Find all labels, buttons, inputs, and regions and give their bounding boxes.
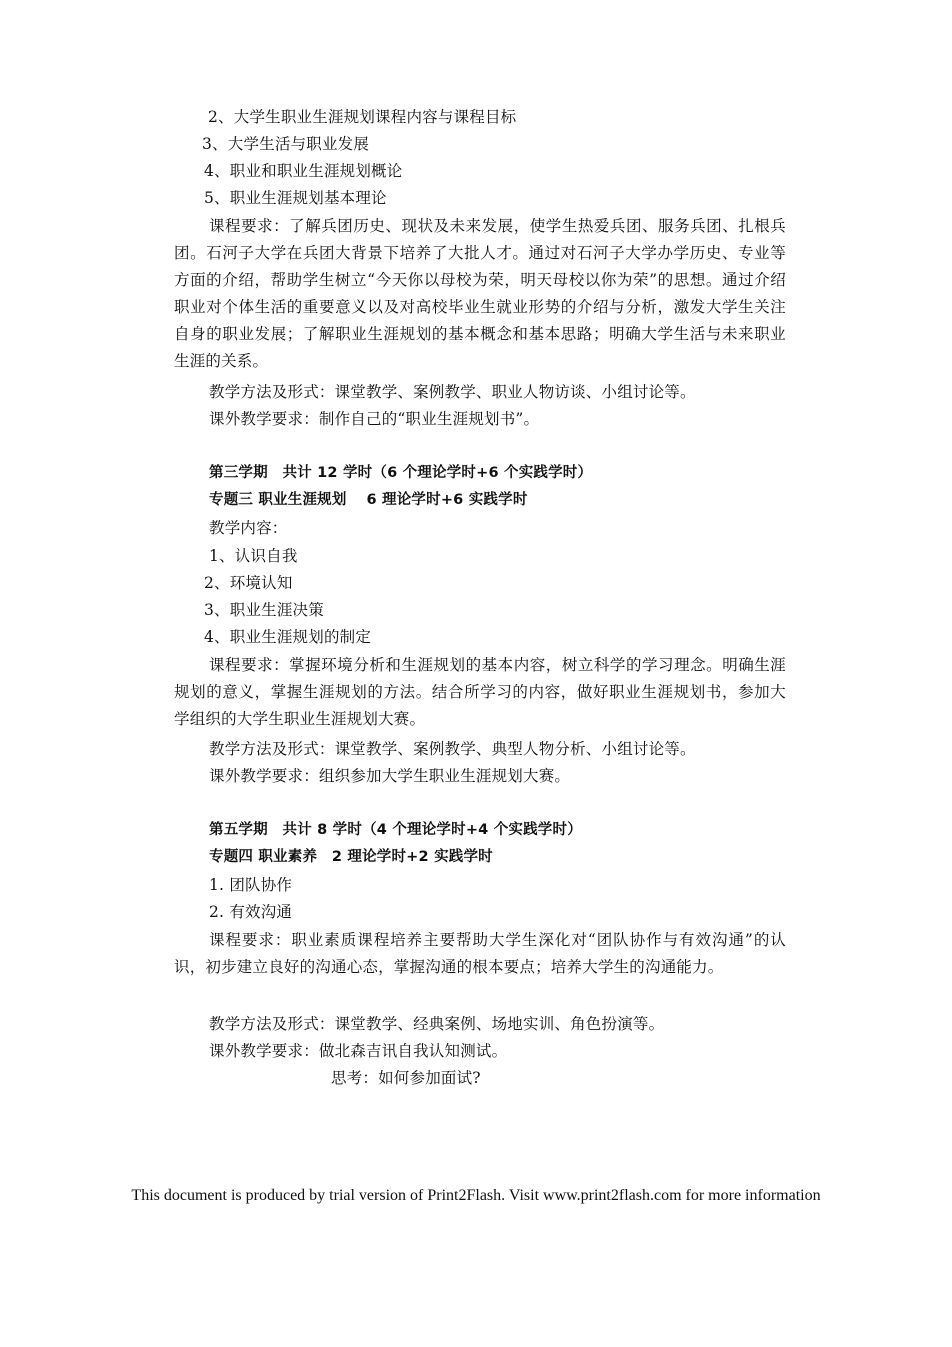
- course-requirements-paragraph: 课程要求：掌握环境分析和生涯规划的基本内容，树立科学的学习理念。明确生涯规划的意义，掌握生涯规划的方法。结合所学习的内容，做好职业生涯规划书，参加大学组织的大学生职业生涯规划大赛。: [174, 656, 786, 728]
- trial-version-footer: This document is produced by trial version of Print2Flash. Visit www.print2flash.com for more information: [131, 1187, 821, 1204]
- semester-heading: 第三学期 共计 12 学时（6 个理论学时+6 个实践学时）: [209, 465, 593, 481]
- teaching-methods: 教学方法及形式：课堂教学、案例教学、典型人物分析、小组讨论等。: [209, 740, 696, 758]
- teaching-methods: 教学方法及形式：课堂教学、案例教学、职业人物访谈、小组讨论等。: [209, 383, 696, 401]
- extracurricular-requirements: 课外教学要求：组织参加大学生职业生涯规划大赛。: [209, 767, 571, 785]
- list-item: 3、职业生涯决策: [204, 601, 324, 619]
- extracurricular-requirements: 课外教学要求：做北森吉讯自我认知测试。: [209, 1042, 508, 1060]
- list-item: 4、职业生涯规划的制定: [204, 628, 372, 646]
- topic-heading: 专题三 职业生涯规划 6 理论学时+6 实践学时: [209, 492, 528, 508]
- list-item: 4、职业和职业生涯规划概论: [204, 162, 403, 180]
- list-item: 2. 有效沟通: [209, 903, 293, 921]
- list-item: 1、认识自我: [209, 547, 298, 565]
- question-line: 思考：如何参加面试?: [331, 1069, 481, 1087]
- extracurricular-requirements: 课外教学要求：制作自己的“职业生涯规划书”。: [209, 410, 540, 428]
- list-item: 1. 团队协作: [209, 876, 293, 894]
- course-requirements-paragraph: 课程要求：了解兵团历史、现状及未来发展，使学生热爱兵团、服务兵团、扎根兵团。石河子大学在兵团大背景下培养了大批人才。通过对石河子大学办学历史、专业等方面的介绍，帮助学生树立“今天你以母校为荣，明天母校以你为荣”的思想。通过介绍职业对个体生活的重要意义以及对高校毕业生就业形势的介绍与分析，激发大学生关注自身的职业发展；了解职业生涯规划的基本概念和基本思路；明确大学生活与未来职业生涯的关系。: [174, 217, 786, 370]
- content-label: 教学内容：: [209, 519, 288, 537]
- topic-heading: 专题四 职业素养 2 理论学时+2 实践学时: [209, 849, 493, 865]
- list-item: 5、职业生涯规划基本理论: [204, 189, 387, 207]
- list-item: 3、大学生活与职业发展: [202, 135, 370, 153]
- semester-heading: 第五学期 共计 8 学时（4 个理论学时+4 个实践学时）: [209, 822, 582, 838]
- list-item: 2、环境认知: [204, 574, 293, 592]
- list-item: 2、大学生职业生涯规划课程内容与课程目标: [208, 108, 517, 126]
- teaching-methods: 教学方法及形式：课堂教学、经典案例、场地实训、角色扮演等。: [209, 1015, 665, 1033]
- course-requirements-paragraph: 课程要求：职业素质课程培养主要帮助大学生深化对“团队协作与有效沟通”的认识，初步建立良好的沟通心态，掌握沟通的根本要点；培养大学生的沟通能力。: [174, 931, 786, 976]
